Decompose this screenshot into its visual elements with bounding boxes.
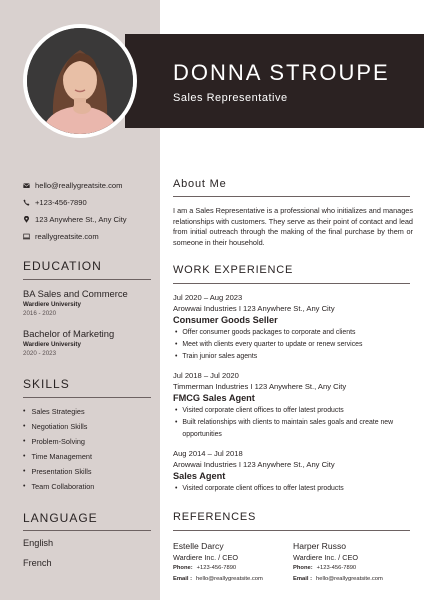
references-heading: REFERENCES (173, 511, 257, 523)
list-item: • Built relationships with clients to maintain sales goals and create new opportunities (175, 417, 413, 441)
language-divider (23, 530, 151, 531)
reference-card (173, 540, 293, 585)
email-label: Email : (173, 576, 193, 582)
education-item (23, 328, 158, 357)
list-item: English (23, 538, 54, 548)
references-divider (173, 530, 410, 531)
contact-email (23, 177, 158, 194)
list-item: • Sales Strategies (23, 404, 153, 419)
profile-photo (23, 24, 137, 138)
job-title: FMCG Sales Agent (173, 393, 255, 403)
job-company: Arowwai Industries I 123 Anywhere St., Any City (173, 460, 335, 469)
education-university: Wardiere University (23, 341, 81, 348)
experience-heading: WORK EXPERIENCE (173, 264, 294, 276)
contact-list (23, 177, 158, 245)
website-icon (23, 233, 35, 240)
reference-company: Wardiere Inc. / CEO (293, 553, 359, 562)
education-university: Wardiere University (23, 301, 81, 308)
reference-company: Wardiere Inc. / CEO (173, 553, 239, 562)
experience-divider (173, 283, 410, 284)
reference-email-value: hello@reallygreatsite.com (316, 576, 383, 582)
avatar (27, 28, 133, 134)
education-degree: Bachelor of Marketing (23, 328, 115, 339)
list-item: • Meet with clients every quarter to update or renew services (175, 339, 413, 351)
reference-email (293, 574, 413, 585)
language-heading: LANGUAGE (23, 511, 98, 525)
job-role: Sales Representative (173, 92, 288, 104)
list-item: • Team Collaboration (23, 479, 153, 494)
education-item (23, 288, 158, 317)
email-label: Email : (293, 576, 313, 582)
list-item: • Visited corporate client offices to offer latest products (175, 483, 413, 495)
education-divider (23, 279, 151, 280)
location-icon (23, 216, 35, 223)
about-divider (173, 196, 410, 197)
list-item: French (23, 557, 52, 568)
about-heading: About Me (173, 178, 227, 190)
education-degree: BA Sales and Commerce (23, 288, 128, 299)
reference-email (173, 574, 293, 585)
job-title: Consumer Goods Seller (173, 315, 278, 325)
contact-address (23, 211, 158, 228)
job-dates: Jul 2020 – Aug 2023 (173, 293, 243, 302)
list-item: • Visited corporate client offices to offer latest products (175, 405, 413, 417)
skills-divider (23, 397, 151, 398)
mail-icon (23, 182, 35, 189)
skills-list (23, 404, 153, 494)
reference-phone-value: +123-456-7890 (316, 565, 357, 571)
list-item: • Negotiation Skills (23, 419, 153, 434)
job-entry (173, 292, 413, 362)
reference-phone (173, 563, 293, 574)
reference-phone (293, 563, 413, 574)
contact-address-text: 123 Anywhere St., Any City (35, 215, 127, 224)
job-bullets (173, 483, 413, 495)
portrait-illustration (27, 28, 133, 134)
reference-email-value: hello@reallygreatsite.com (196, 576, 263, 582)
about-text: I am a Sales Representative is a professional who initializes and manages relationships with customers. They serve as their point of contact and lead from initial outreach through the making of the final purchase by them or someone in their household. (173, 206, 413, 247)
list-item: • Presentation Skills (23, 464, 153, 479)
phone-label: Phone: (173, 565, 193, 571)
education-years: 2020 - 2023 (23, 350, 57, 357)
reference-phone-value: +123-456-7890 (196, 565, 237, 571)
list-item: • Time Management (23, 449, 153, 464)
job-company: Timmerman Industries I 123 Anywhere St., Any City (173, 382, 347, 391)
job-dates: Jul 2018 – Jul 2020 (173, 371, 239, 380)
reference-name: Estelle Darcy (173, 541, 224, 551)
person-name: DONNA STROUPE (173, 60, 390, 85)
job-bullets (173, 327, 413, 362)
job-bullets (173, 405, 413, 440)
list-item: • Train junior sales agents (175, 351, 413, 363)
reference-name: Harper Russo (293, 541, 347, 551)
contact-phone (23, 194, 158, 211)
reference-card (293, 540, 413, 585)
list-item: • Problem-Solving (23, 434, 153, 449)
job-entry (173, 370, 413, 440)
phone-label: Phone: (293, 565, 313, 571)
phone-icon (23, 199, 35, 206)
education-years: 2016 - 2020 (23, 310, 57, 317)
job-title: Sales Agent (173, 471, 226, 481)
contact-website-text: reallygreatsite.com (35, 232, 99, 241)
education-heading: EDUCATION (23, 259, 102, 273)
job-dates: Aug 2014 – Jul 2018 (173, 449, 243, 458)
skills-heading: SKILLS (23, 377, 70, 391)
job-company: Arowwai Industries I 123 Anywhere St., Any City (173, 304, 335, 313)
language-list (23, 538, 53, 577)
contact-phone-text: +123-456-7890 (35, 198, 87, 207)
contact-email-text: hello@reallygreatsite.com (35, 181, 123, 190)
contact-website (23, 228, 158, 245)
job-entry (173, 448, 413, 495)
list-item: • Offer consumer goods packages to corporate and clients (175, 327, 413, 339)
